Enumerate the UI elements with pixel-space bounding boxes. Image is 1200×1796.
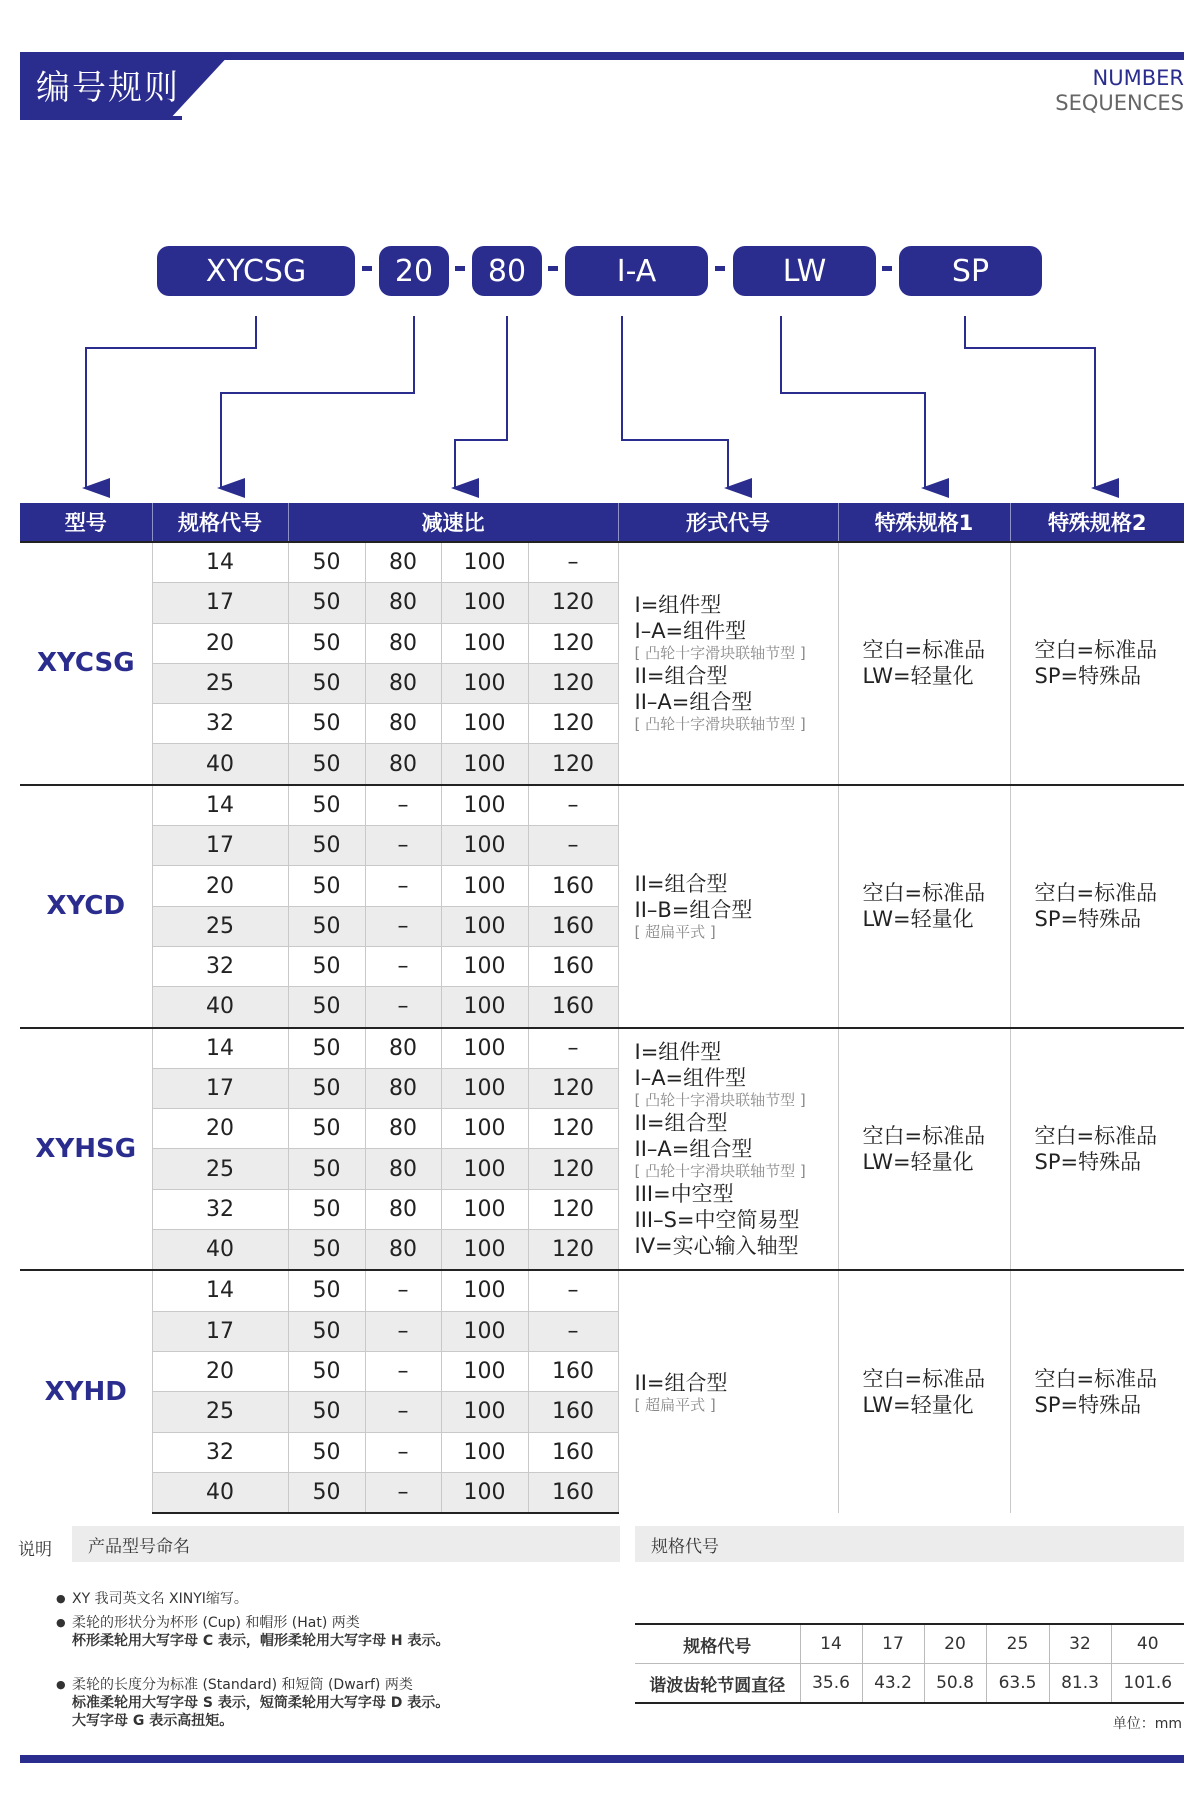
note-item-2 — [72, 1614, 450, 1650]
spec2-line: SP=特殊品 — [1034, 1393, 1142, 1418]
spec2-line: 空白=标准品 — [1034, 1123, 1158, 1148]
ratio-cell: 120 — [528, 1230, 618, 1271]
ratio-cell: 160 — [528, 866, 618, 906]
ratio-cell: 50 — [288, 1270, 365, 1311]
size-code-value: 17 — [862, 1624, 924, 1664]
size-code-cell: 20 — [152, 866, 288, 906]
type-code-cell — [618, 1028, 838, 1271]
ratio-cell: 50 — [288, 1189, 365, 1229]
size-code-cell: 25 — [152, 1149, 288, 1189]
ratio-cell: 80 — [365, 663, 441, 703]
ratio-cell: – — [365, 1270, 441, 1311]
table-row — [20, 1028, 1184, 1069]
notes-label: 说明 — [18, 1540, 52, 1560]
header-spec2: 特殊规格2 — [1010, 503, 1184, 542]
type-code-line: III–S=中空简易型 — [634, 1207, 800, 1232]
ratio-cell: – — [365, 826, 441, 866]
size-code-cell: 40 — [152, 744, 288, 785]
connector-type — [622, 316, 728, 488]
size-code-cell: 32 — [152, 1432, 288, 1472]
ratio-cell: 80 — [365, 542, 441, 583]
type-code-line: [ 凸轮十字滑块联轴节型 ] — [634, 715, 806, 734]
connector-arrows — [0, 0, 1200, 500]
notes-left-title: 产品型号命名 — [72, 1526, 620, 1562]
ratio-cell: 50 — [288, 1230, 365, 1271]
ratio-cell: 160 — [528, 1472, 618, 1513]
header-type-code: 形式代号 — [618, 503, 838, 542]
ratio-cell: 120 — [528, 583, 618, 623]
note-line: ● XY 我司英文名 XINYI缩写。 — [72, 1591, 248, 1607]
size-code-cell: 40 — [152, 1230, 288, 1271]
size-code-value: 32 — [1049, 1624, 1111, 1664]
table-body — [20, 542, 1184, 1513]
ratio-cell: – — [528, 1028, 618, 1069]
note-line: 杯形柔轮用大写字母 C 表示，帽形柔轮用大写字母 H 表示。 — [72, 1633, 450, 1649]
code-box-ratio: 80 — [472, 246, 542, 296]
code-box-size: 20 — [379, 246, 449, 296]
spec1-line: 空白=标准品 — [862, 638, 986, 663]
spec1-cell — [838, 785, 1010, 1028]
code-box-type: I-A — [565, 246, 708, 296]
ratio-cell: 50 — [288, 623, 365, 663]
size-code-cell: 14 — [152, 1028, 288, 1069]
model-cell: XYHD — [20, 1270, 152, 1513]
type-code-cell — [618, 1270, 838, 1513]
ratio-cell: 100 — [441, 1068, 528, 1108]
ratio-cell: 100 — [441, 785, 528, 826]
ratio-cell: – — [528, 1311, 618, 1351]
table-row — [635, 1624, 1184, 1664]
ratio-cell: 80 — [365, 1149, 441, 1189]
ratio-cell: 160 — [528, 1432, 618, 1472]
pitch-diameter-value: 35.6 — [800, 1664, 862, 1704]
ratio-cell: 100 — [441, 1189, 528, 1229]
type-code-line: [ 凸轮十字滑块联轴节型 ] — [634, 1090, 806, 1109]
ratio-cell: 80 — [365, 1068, 441, 1108]
type-code-line: II=组合型 — [634, 1370, 728, 1395]
note-line: 大写字母 G 表示高扭矩。 — [72, 1713, 234, 1729]
ratio-cell: – — [365, 1351, 441, 1391]
unit-label: 单位：mm — [1112, 1716, 1182, 1732]
type-code-line: II–A=组合型 — [634, 690, 753, 715]
connector-model — [86, 316, 256, 488]
note-item-3 — [72, 1676, 449, 1730]
spec2-cell — [1010, 542, 1184, 785]
ratio-cell: 50 — [288, 1109, 365, 1149]
model-cell: XYCSG — [20, 542, 152, 785]
ratio-cell: – — [365, 866, 441, 906]
type-code-line: I=组件型 — [634, 593, 722, 618]
ratio-cell: 100 — [441, 906, 528, 946]
type-code-line: I–A=组件型 — [634, 1065, 747, 1090]
spec2-line: 空白=标准品 — [1034, 881, 1158, 906]
ratio-cell: 50 — [288, 785, 365, 826]
connector-size — [221, 316, 414, 488]
ratio-cell: – — [528, 826, 618, 866]
size-code-value: 40 — [1111, 1624, 1184, 1664]
table-row — [635, 1664, 1184, 1704]
ratio-cell: 100 — [441, 704, 528, 744]
footer-rule — [20, 1755, 1184, 1763]
note-line: ● 柔轮的形状分为杯形 (Cup) 和帽形 (Hat) 两类 — [72, 1615, 360, 1631]
ratio-cell: 120 — [528, 744, 618, 785]
ratio-cell: 160 — [528, 906, 618, 946]
connector-spec2 — [965, 316, 1095, 488]
type-code-line: I=组件型 — [634, 1039, 722, 1064]
type-code-cell — [618, 785, 838, 1028]
ratio-cell: 50 — [288, 826, 365, 866]
size-code-cell: 14 — [152, 542, 288, 583]
ratio-cell: 100 — [441, 826, 528, 866]
ratio-cell: 50 — [288, 1028, 365, 1069]
ratio-cell: 100 — [441, 1109, 528, 1149]
size-code-cell: 25 — [152, 663, 288, 703]
table-row — [20, 1270, 1184, 1311]
type-code-line: II–B=组合型 — [634, 897, 753, 922]
ratio-cell: 50 — [288, 704, 365, 744]
ratio-cell: 100 — [441, 1270, 528, 1311]
ratio-cell: – — [528, 1270, 618, 1311]
ratio-cell: – — [365, 785, 441, 826]
ratio-cell: 100 — [441, 866, 528, 906]
ratio-cell: – — [528, 542, 618, 583]
spec2-line: SP=特殊品 — [1034, 907, 1142, 932]
pitch-diameter-value: 101.6 — [1111, 1664, 1184, 1704]
spec1-line: LW=轻量化 — [862, 907, 974, 932]
size-code-cell: 20 — [152, 1109, 288, 1149]
table-row — [20, 542, 1184, 583]
ratio-cell: 160 — [528, 946, 618, 986]
ratio-cell: 120 — [528, 1068, 618, 1108]
type-code-line: II=组合型 — [634, 664, 728, 689]
type-code-cell — [618, 542, 838, 785]
ratio-cell: 50 — [288, 1068, 365, 1108]
size-code-cell: 20 — [152, 623, 288, 663]
ratio-cell: – — [365, 906, 441, 946]
ratio-cell: 120 — [528, 1189, 618, 1229]
ratio-cell: 100 — [441, 946, 528, 986]
spec1-line: 空白=标准品 — [862, 1123, 986, 1148]
ratio-cell: 80 — [365, 1109, 441, 1149]
ratio-cell: – — [528, 785, 618, 826]
spec1-cell — [838, 1028, 1010, 1271]
ratio-cell: 80 — [365, 1189, 441, 1229]
size-code-cell: 14 — [152, 1270, 288, 1311]
type-code-line: [ 凸轮十字滑块联轴节型 ] — [634, 644, 806, 663]
ratio-cell: 100 — [441, 583, 528, 623]
spec2-line: SP=特殊品 — [1034, 664, 1142, 689]
size-code-cell: 32 — [152, 704, 288, 744]
type-code-line: II–A=组合型 — [634, 1136, 753, 1161]
header-ratio: 减速比 — [288, 503, 618, 542]
pitch-diameter-label: 谐波齿轮节圆直径 — [635, 1664, 800, 1704]
ratio-cell: – — [365, 1472, 441, 1513]
ratio-cell: 50 — [288, 1149, 365, 1189]
code-box-model: XYCSG — [157, 246, 355, 296]
subtitle-line-2: SEQUENCES — [1055, 91, 1184, 115]
size-diameter-table — [635, 1623, 1184, 1704]
ratio-cell: 50 — [288, 1472, 365, 1513]
table-row — [20, 785, 1184, 826]
ratio-cell: 50 — [288, 1311, 365, 1351]
pitch-diameter-value: 43.2 — [862, 1664, 924, 1704]
numbering-table — [20, 503, 1184, 1514]
size-code-value: 25 — [986, 1624, 1049, 1664]
ratio-cell: 50 — [288, 1351, 365, 1391]
size-code-cell: 20 — [152, 1351, 288, 1391]
spec1-line: 空白=标准品 — [862, 1367, 986, 1392]
ratio-cell: 100 — [441, 1230, 528, 1271]
size-code-cell: 25 — [152, 906, 288, 946]
spec2-cell — [1010, 785, 1184, 1028]
spec2-line: 空白=标准品 — [1034, 1367, 1158, 1392]
note-line: 标准柔轮用大写字母 S 表示，短筒柔轮用大写字母 D 表示。 — [72, 1695, 450, 1711]
type-code-line: [ 凸轮十字滑块联轴节型 ] — [634, 1161, 806, 1180]
size-code-cell: 32 — [152, 946, 288, 986]
ratio-cell: 160 — [528, 1392, 618, 1432]
ratio-cell: 50 — [288, 583, 365, 623]
size-code-value: 20 — [924, 1624, 986, 1664]
ratio-cell: 50 — [288, 1392, 365, 1432]
header-model: 型号 — [20, 503, 152, 542]
spec2-line: SP=特殊品 — [1034, 1149, 1142, 1174]
spec1-line: LW=轻量化 — [862, 1393, 974, 1418]
ratio-cell: 160 — [528, 1351, 618, 1391]
note-line: ● 柔轮的长度分为标准 (Standard) 和短筒 (Dwarf) 两类 — [72, 1677, 413, 1693]
pitch-diameter-value: 63.5 — [986, 1664, 1049, 1704]
size-code-cell: 17 — [152, 1068, 288, 1108]
size-code-cell: 17 — [152, 1311, 288, 1351]
ratio-cell: 100 — [441, 623, 528, 663]
ratio-cell: 100 — [441, 1311, 528, 1351]
header-size-code: 规格代号 — [152, 503, 288, 542]
type-code-line: III=中空型 — [634, 1181, 734, 1206]
model-cell: XYHSG — [20, 1028, 152, 1271]
ratio-cell: 100 — [441, 987, 528, 1028]
ratio-cell: 50 — [288, 542, 365, 583]
size-code-label: 规格代号 — [635, 1624, 800, 1664]
ratio-cell: 120 — [528, 1149, 618, 1189]
code-box-spec2: SP — [899, 246, 1042, 296]
ratio-cell: 50 — [288, 906, 365, 946]
ratio-cell: 100 — [441, 1472, 528, 1513]
ratio-cell: 100 — [441, 1392, 528, 1432]
note-item-1 — [72, 1590, 248, 1608]
spec1-line: LW=轻量化 — [862, 664, 974, 689]
size-code-cell: 17 — [152, 826, 288, 866]
ratio-cell: 50 — [288, 987, 365, 1028]
spec2-line: 空白=标准品 — [1034, 638, 1158, 663]
ratio-cell: 50 — [288, 663, 365, 703]
ratio-cell: – — [365, 1311, 441, 1351]
spec2-cell — [1010, 1270, 1184, 1513]
type-code-line: [ 超扁平式 ] — [634, 1395, 716, 1414]
ratio-cell: 100 — [441, 1351, 528, 1391]
type-code-line: IV=实心输入轴型 — [634, 1233, 799, 1258]
page-title: 编号规则 — [36, 68, 180, 108]
header-spec1: 特殊规格1 — [838, 503, 1010, 542]
ratio-cell: 50 — [288, 946, 365, 986]
ratio-cell: 120 — [528, 704, 618, 744]
ratio-cell: 80 — [365, 623, 441, 663]
spec1-line: 空白=标准品 — [862, 881, 986, 906]
ratio-cell: 100 — [441, 1028, 528, 1069]
ratio-cell: 80 — [365, 583, 441, 623]
ratio-cell: 100 — [441, 1432, 528, 1472]
ratio-cell: 50 — [288, 744, 365, 785]
ratio-cell: – — [365, 1392, 441, 1432]
ratio-cell: 80 — [365, 704, 441, 744]
ratio-cell: 160 — [528, 987, 618, 1028]
ratio-cell: – — [365, 987, 441, 1028]
ratio-cell: 100 — [441, 1149, 528, 1189]
type-code-line: [ 超扁平式 ] — [634, 922, 716, 941]
size-code-cell: 32 — [152, 1189, 288, 1229]
size-code-cell: 25 — [152, 1392, 288, 1432]
subtitle-line-1: NUMBER — [1092, 66, 1184, 90]
size-code-cell: 40 — [152, 1472, 288, 1513]
model-cell: XYCD — [20, 785, 152, 1028]
connector-ratio — [455, 316, 507, 488]
size-code-value: 14 — [800, 1624, 862, 1664]
spec1-cell — [838, 542, 1010, 785]
ratio-cell: – — [365, 1432, 441, 1472]
size-code-cell: 40 — [152, 987, 288, 1028]
type-code-line: II=组合型 — [634, 871, 728, 896]
notes-right-title: 规格代号 — [635, 1526, 1184, 1562]
ratio-cell: 50 — [288, 866, 365, 906]
code-box-spec1: LW — [733, 246, 876, 296]
ratio-cell: 120 — [528, 663, 618, 703]
ratio-cell: 100 — [441, 744, 528, 785]
type-code-line: II=组合型 — [634, 1110, 728, 1135]
ratio-cell: 80 — [365, 1230, 441, 1271]
size-code-cell: 17 — [152, 583, 288, 623]
spec1-line: LW=轻量化 — [862, 1149, 974, 1174]
spec1-cell — [838, 1270, 1010, 1513]
size-code-cell: 14 — [152, 785, 288, 826]
ratio-cell: 120 — [528, 1109, 618, 1149]
spec2-cell — [1010, 1028, 1184, 1271]
connector-spec1 — [781, 316, 925, 488]
ratio-cell: 80 — [365, 1028, 441, 1069]
ratio-cell: 80 — [365, 744, 441, 785]
ratio-cell: 100 — [441, 542, 528, 583]
ratio-cell: 100 — [441, 663, 528, 703]
ratio-cell: 120 — [528, 623, 618, 663]
pitch-diameter-value: 50.8 — [924, 1664, 986, 1704]
ratio-cell: – — [365, 946, 441, 986]
pitch-diameter-value: 81.3 — [1049, 1664, 1111, 1704]
ratio-cell: 50 — [288, 1432, 365, 1472]
type-code-line: I–A=组件型 — [634, 619, 747, 644]
